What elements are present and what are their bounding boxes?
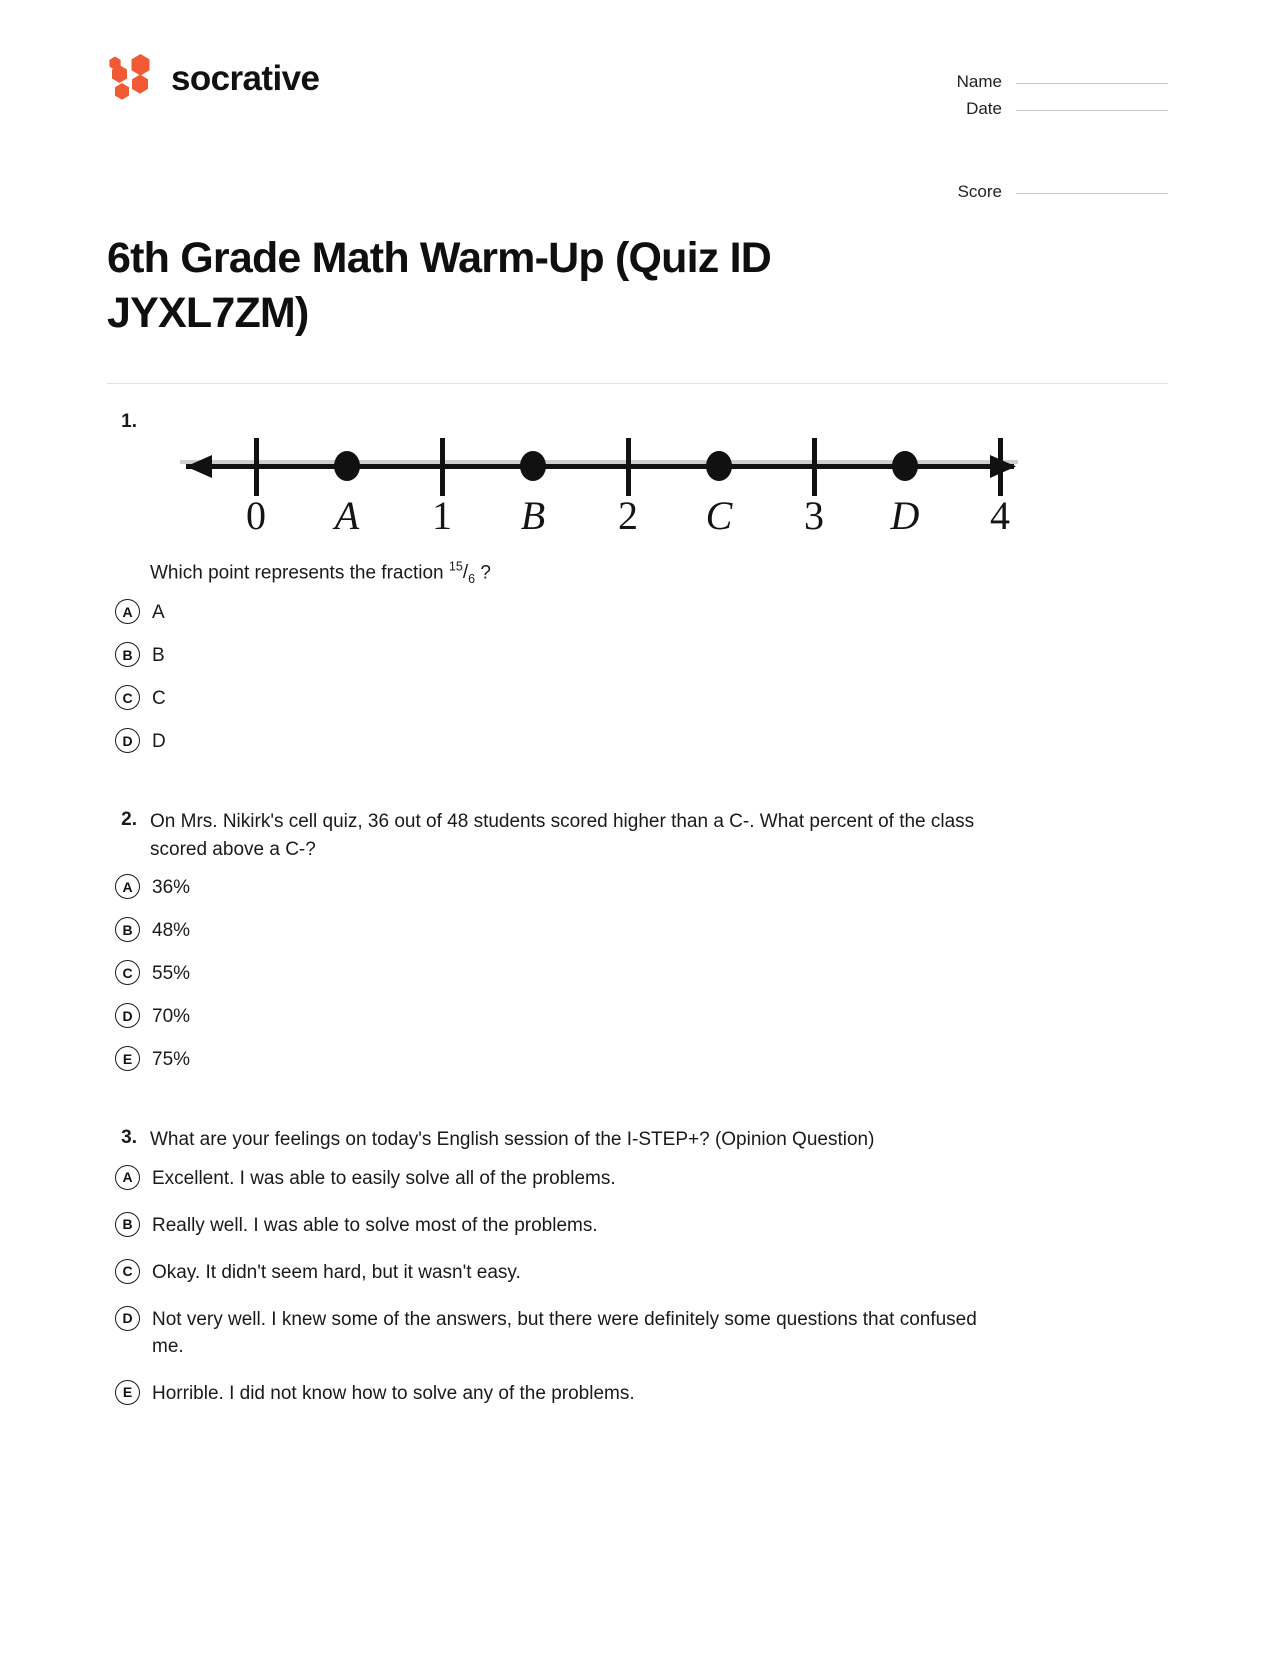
question-1-prompt-row — [107, 558, 1168, 588]
svg-text:2: 2 — [618, 493, 638, 533]
fraction-numerator: 15 — [448, 560, 463, 575]
option-row[interactable] — [115, 916, 1168, 945]
option-bubble-a[interactable]: A — [115, 599, 140, 624]
question-3-text: What are your feelings on today's English session of the I-STEP+? (Opinion Question) — [150, 1129, 875, 1151]
question-2-options — [107, 873, 1168, 1074]
option-bubble-b[interactable]: B — [115, 1212, 140, 1237]
fraction-fifteen-sixths: $^{15}/_6$ — [448, 560, 476, 587]
option-bubble-a[interactable]: A — [115, 1165, 140, 1190]
option-row[interactable] — [115, 1045, 1168, 1074]
option-bubble-c[interactable]: C — [115, 1259, 140, 1284]
option-bubble-d[interactable]: D — [115, 1003, 140, 1028]
question-1-text-before: Which point represents the fraction — [150, 562, 449, 584]
option-label: Not very well. I knew some of the answers, but there were definitely some questions that confused me. — [152, 1308, 977, 1357]
option-row[interactable] — [115, 1379, 1168, 1408]
option-label: 55% — [152, 963, 191, 985]
option-label: Horrible. I did not know how to solve any of the problems. — [152, 1382, 635, 1404]
question-3-options — [107, 1164, 1168, 1408]
title-block — [107, 209, 1168, 341]
option-label: 70% — [152, 1006, 191, 1028]
page-title: 6th Grade Math Warm-Up (Quiz ID JYXL7ZM) — [107, 234, 772, 338]
question-1-options — [107, 598, 1168, 756]
option-label: Okay. It didn't seem hard, but it wasn't easy. — [152, 1261, 521, 1283]
name-field-row — [936, 72, 1168, 92]
option-row[interactable] — [115, 1305, 1168, 1361]
option-row[interactable] — [115, 1164, 1168, 1193]
score-field-label: Score — [957, 182, 1002, 201]
option-row[interactable] — [115, 641, 1168, 670]
question-1-figure-row — [107, 410, 1168, 542]
score-field-row — [936, 182, 1168, 202]
option-bubble-a[interactable]: A — [115, 874, 140, 899]
question-3-prompt-row — [107, 1126, 1168, 1154]
option-bubble-b[interactable]: B — [115, 917, 140, 942]
question-1-number-spacer — [107, 558, 137, 559]
option-label: 36% — [152, 877, 191, 899]
name-field-label: Name — [956, 72, 1002, 91]
option-label: D — [152, 731, 166, 753]
fraction-denominator: 6 — [468, 572, 476, 587]
option-label: B — [152, 645, 165, 667]
option-bubble-d[interactable]: D — [115, 1306, 140, 1331]
number-line-figure — [150, 414, 1030, 532]
question-1-text — [150, 558, 1030, 588]
page-header — [107, 0, 1168, 209]
brand-wordmark: socrative — [171, 58, 320, 98]
option-row[interactable] — [115, 684, 1168, 713]
option-bubble-b[interactable]: B — [115, 642, 140, 667]
svg-text:3: 3 — [804, 493, 824, 533]
option-label: Really well. I was able to solve most of the problems. — [152, 1214, 598, 1236]
option-bubble-c[interactable]: C — [115, 685, 140, 710]
question-2-number: 2. — [121, 809, 137, 831]
svg-text:0: 0 — [246, 493, 266, 533]
option-row[interactable] — [115, 598, 1168, 627]
question-2 — [107, 808, 1168, 1074]
name-field-line[interactable] — [1016, 83, 1168, 84]
svg-text:B: B — [520, 493, 546, 533]
svg-text:A: A — [334, 493, 360, 533]
option-row[interactable] — [115, 1258, 1168, 1287]
question-1-text-after: ? — [475, 562, 491, 584]
option-label: Excellent. I was able to easily solve all of the problems. — [152, 1167, 616, 1189]
option-label: 48% — [152, 920, 191, 942]
option-bubble-e[interactable]: E — [115, 1380, 140, 1405]
score-field-line[interactable] — [1016, 193, 1168, 194]
option-label: C — [152, 688, 166, 710]
svg-text:C: C — [705, 493, 733, 533]
question-1 — [107, 410, 1168, 756]
question-3 — [107, 1126, 1168, 1407]
option-bubble-e[interactable]: E — [115, 1046, 140, 1071]
date-field-row — [936, 99, 1168, 119]
socrative-hexagon-logo-icon — [107, 52, 155, 104]
option-bubble-d[interactable]: D — [115, 728, 140, 753]
svg-text:D: D — [890, 493, 920, 533]
option-row[interactable] — [115, 1002, 1168, 1031]
option-label: A — [152, 602, 165, 624]
question-2-prompt-row — [107, 808, 1168, 863]
date-field-label: Date — [966, 99, 1002, 118]
student-info-fields — [936, 52, 1168, 209]
question-1-number: 1. — [121, 411, 137, 433]
option-row[interactable] — [115, 1211, 1168, 1240]
option-label: 75% — [152, 1049, 191, 1071]
questions-list — [107, 384, 1168, 1407]
svg-text:4: 4 — [990, 493, 1010, 533]
option-row[interactable] — [115, 873, 1168, 902]
socrative-brand — [107, 52, 319, 104]
question-2-text: On Mrs. Nikirk's cell quiz, 36 out of 48 students scored higher than a C-. What percent of the class scored above a C-? — [150, 811, 975, 860]
option-bubble-c[interactable]: C — [115, 960, 140, 985]
date-field-line[interactable] — [1016, 110, 1168, 111]
option-row[interactable] — [115, 959, 1168, 988]
svg-text:1: 1 — [432, 493, 452, 533]
question-3-number: 3. — [121, 1127, 137, 1149]
option-row[interactable] — [115, 727, 1168, 756]
